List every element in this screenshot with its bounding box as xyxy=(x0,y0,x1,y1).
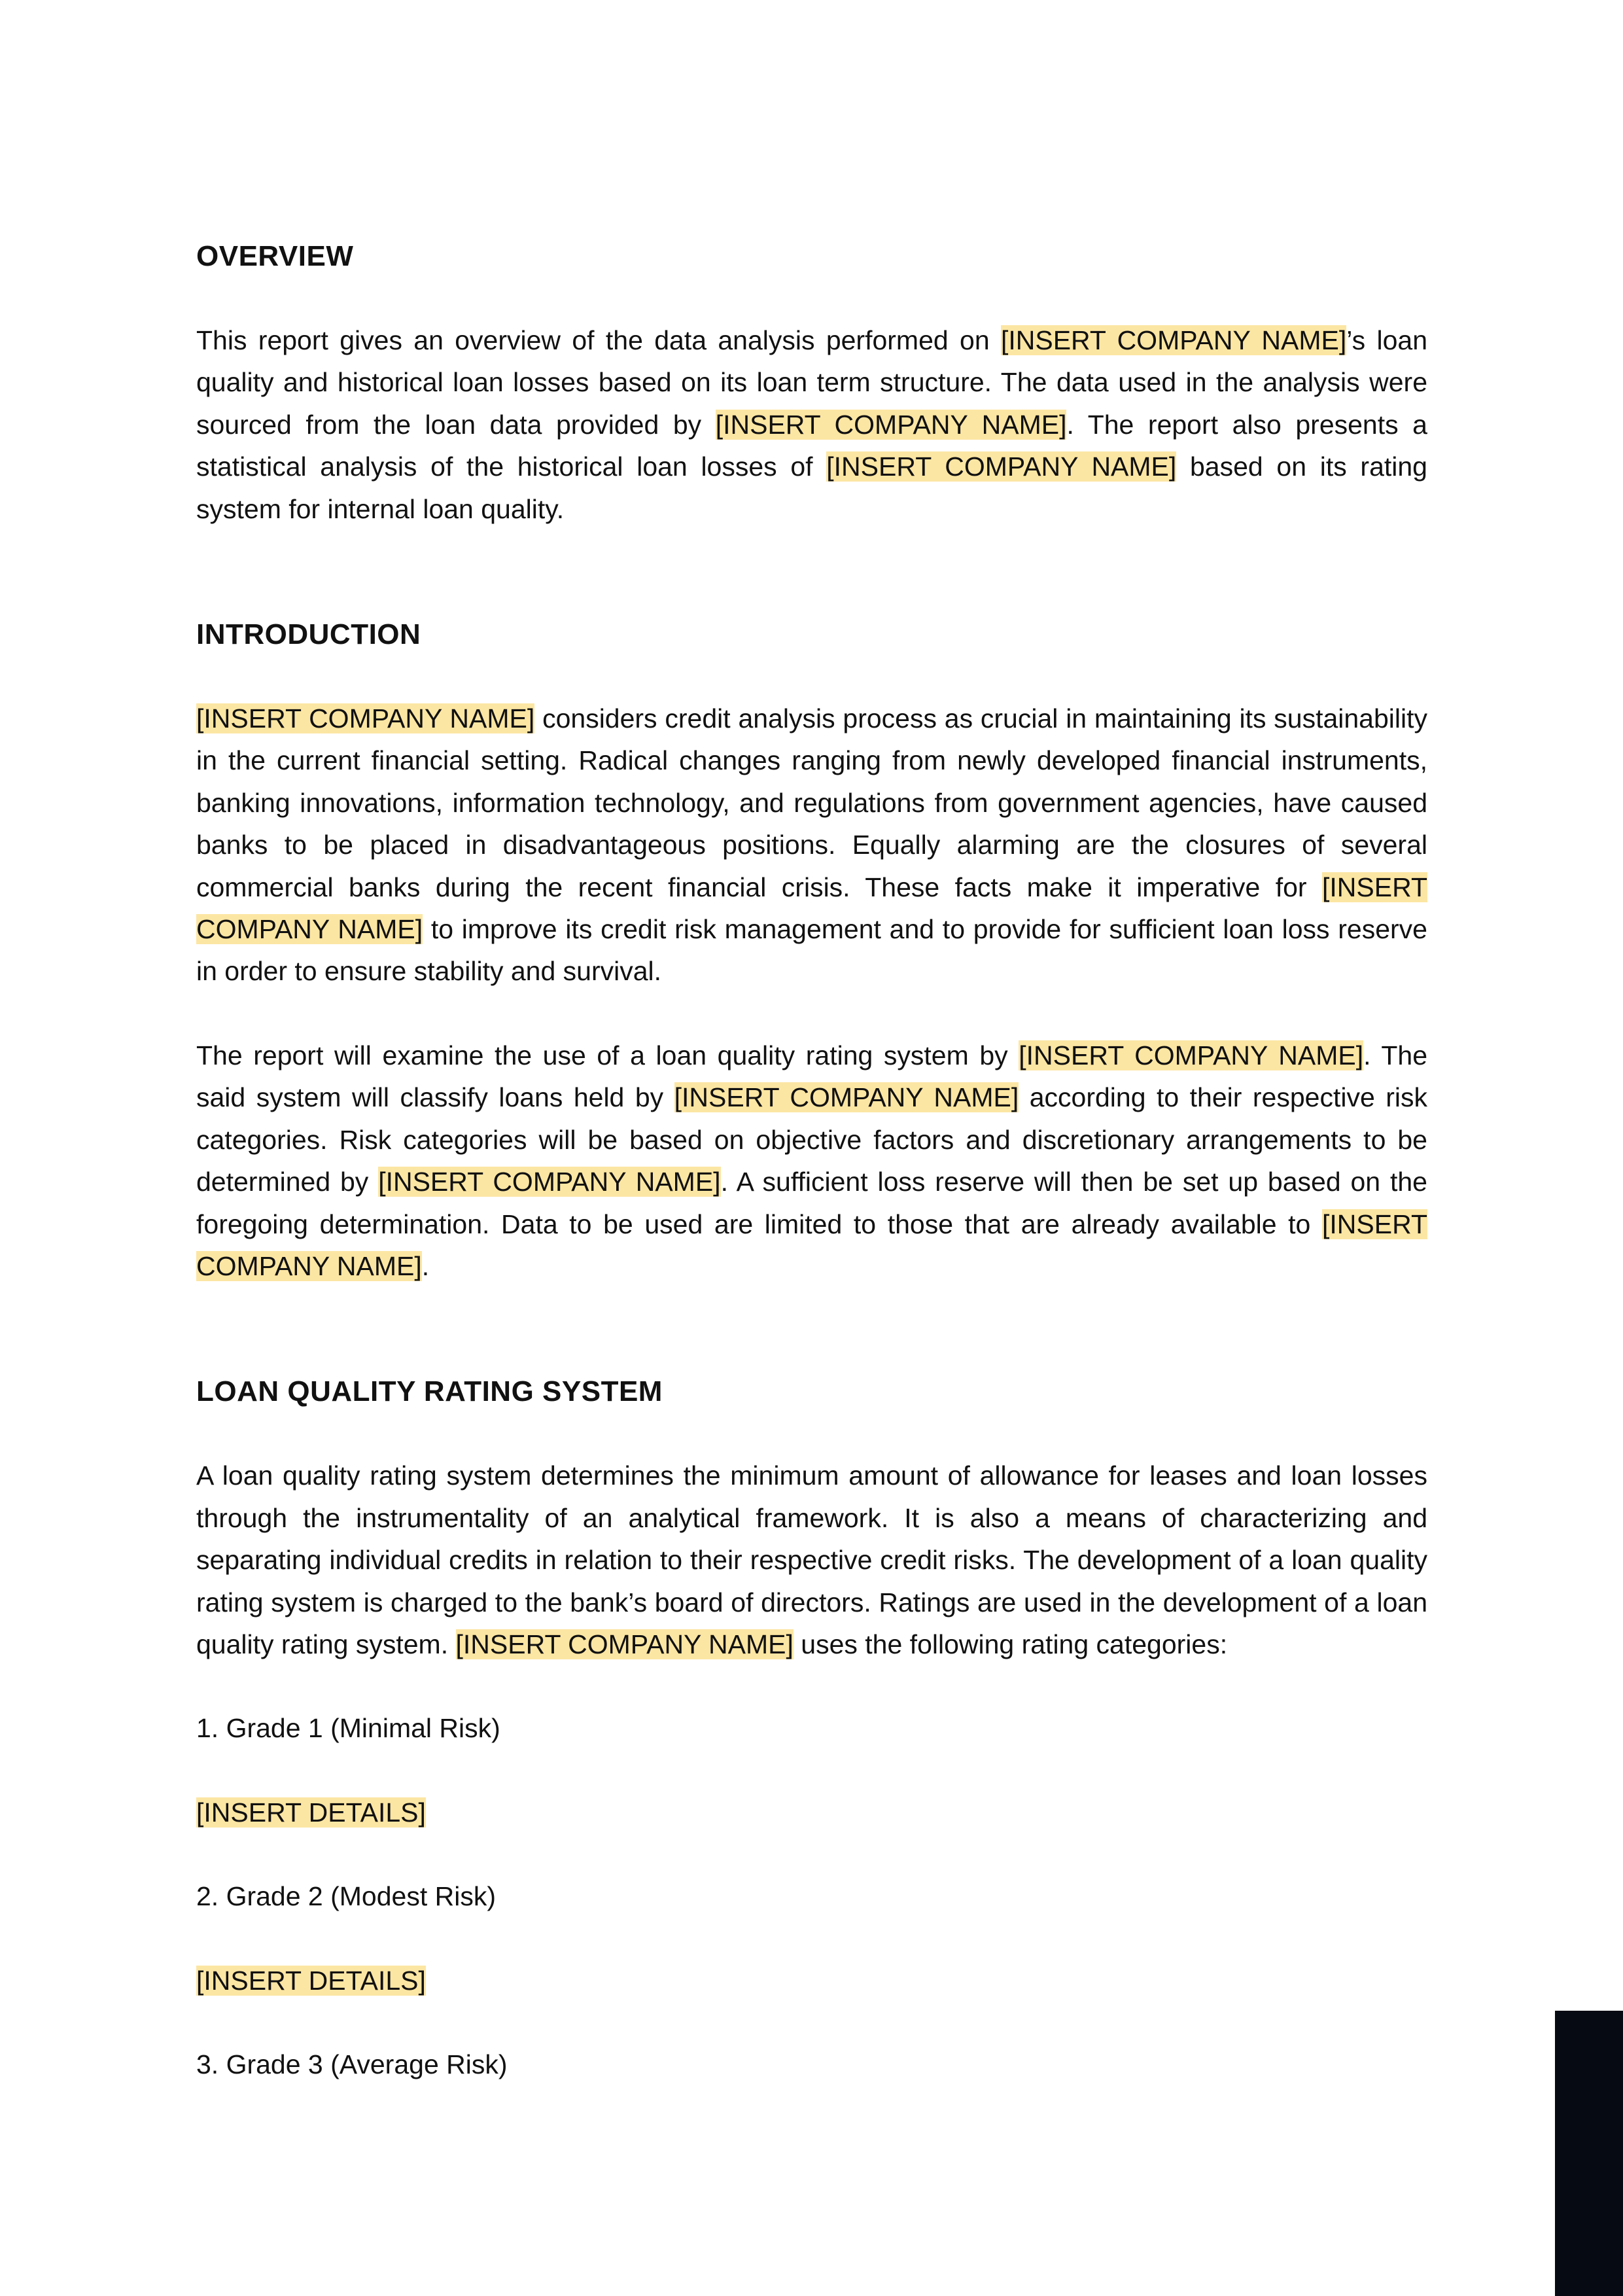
text-run: ’s loan quality and historical loan losses based on its loan term structure. The data used in the analysis were sourced from the loan data provided by xyxy=(196,325,1428,440)
text-run: to improve its credit risk management and to provide for sufficient loan loss reserve in order to ensure stability and survival. xyxy=(196,914,1427,987)
introduction-paragraph-1 xyxy=(196,698,1427,993)
company-name-placeholder: [INSERT COMPANY NAME] xyxy=(378,1167,721,1197)
grade-3-label: 3. Grade 3 (Average Risk) xyxy=(196,2049,508,2079)
text-run: This report gives an overview of the data analysis performed on xyxy=(196,325,1001,355)
text-run: . xyxy=(421,1250,430,1281)
grade-1-label: 1. Grade 1 (Minimal Risk) xyxy=(196,1713,500,1744)
document-page xyxy=(196,236,1427,2127)
text-run: according to their respective risk categories. Risk categories will be based on objective factors and discretionary arrangements to be determined by xyxy=(196,1082,1428,1197)
text-run: The report will examine the use of a loan quality rating system by xyxy=(196,1040,1019,1070)
text-run: considers credit analysis process as crucial in maintaining its sustainability in the current financial setting. Radical changes ranging from newly developed financial instruments, banking innovations, information technology, and regulations from government agencies, have caused banks to be placed in disadvantageous positions. Equally alarming are the closures of several commercial banks during the recent financial crisis. These facts make it imperative for xyxy=(196,703,1427,902)
company-name-placeholder: [INSERT COMPANY NAME] xyxy=(674,1082,1019,1113)
company-name-placeholder: [INSERT COMPANY NAME] xyxy=(826,451,1177,482)
corner-dark-block xyxy=(1555,2011,1623,2296)
grade-1-details xyxy=(196,1792,1427,1833)
overview-heading: OVERVIEW xyxy=(196,240,354,272)
grade-2-details xyxy=(196,1960,1427,2002)
introduction-paragraph-2 xyxy=(196,1034,1427,1287)
details-placeholder: [INSERT DETAILS] xyxy=(196,1965,426,1996)
text-run: uses the following rating categories: xyxy=(793,1629,1228,1659)
text-run: . The said system will classify loans held by xyxy=(196,1040,1427,1113)
company-name-placeholder: [INSERT COMPANY NAME] xyxy=(1019,1040,1364,1070)
company-name-placeholder: [INSERT COMPANY NAME] xyxy=(715,409,1067,440)
text-run: based on its rating system for internal loan quality. xyxy=(196,451,1427,524)
details-placeholder: [INSERT DETAILS] xyxy=(196,1797,426,1828)
grade-2-label: 2. Grade 2 (Modest Risk) xyxy=(196,1881,496,1912)
rating-system-heading: LOAN QUALITY RATING SYSTEM xyxy=(196,1375,663,1408)
company-name-placeholder: [INSERT COMPANY NAME] xyxy=(1000,325,1347,355)
company-name-placeholder: [INSERT COMPANY NAME] xyxy=(455,1629,794,1659)
company-name-placeholder: [INSERT COMPANY NAME] xyxy=(196,872,1427,945)
company-name-placeholder: [INSERT COMPANY NAME] xyxy=(196,703,535,734)
overview-paragraph xyxy=(196,319,1427,530)
rating-system-paragraph xyxy=(196,1455,1427,1665)
text-run: . The report also presents a statistical analysis of the historical loan losses of xyxy=(196,409,1427,482)
text-run: . A sufficient loss reserve will then be set up based on the foregoing determination. Data to be used are limited to those that are already available to xyxy=(196,1167,1427,1239)
company-name-placeholder: [INSERT COMPANY NAME] xyxy=(196,1209,1427,1281)
text-run: A loan quality rating system determines the minimum amount of allowance for leases and loan losses through the instrumentality of an analytical framework. It is also a means of characterizing and separating individual credits in relation to their respective credit risks. The development of a loan quality rating system is charged to the bank’s board of directors. Ratings are used in the development of a loan quality rating system. xyxy=(196,1460,1427,1659)
introduction-heading: INTRODUCTION xyxy=(196,618,421,651)
